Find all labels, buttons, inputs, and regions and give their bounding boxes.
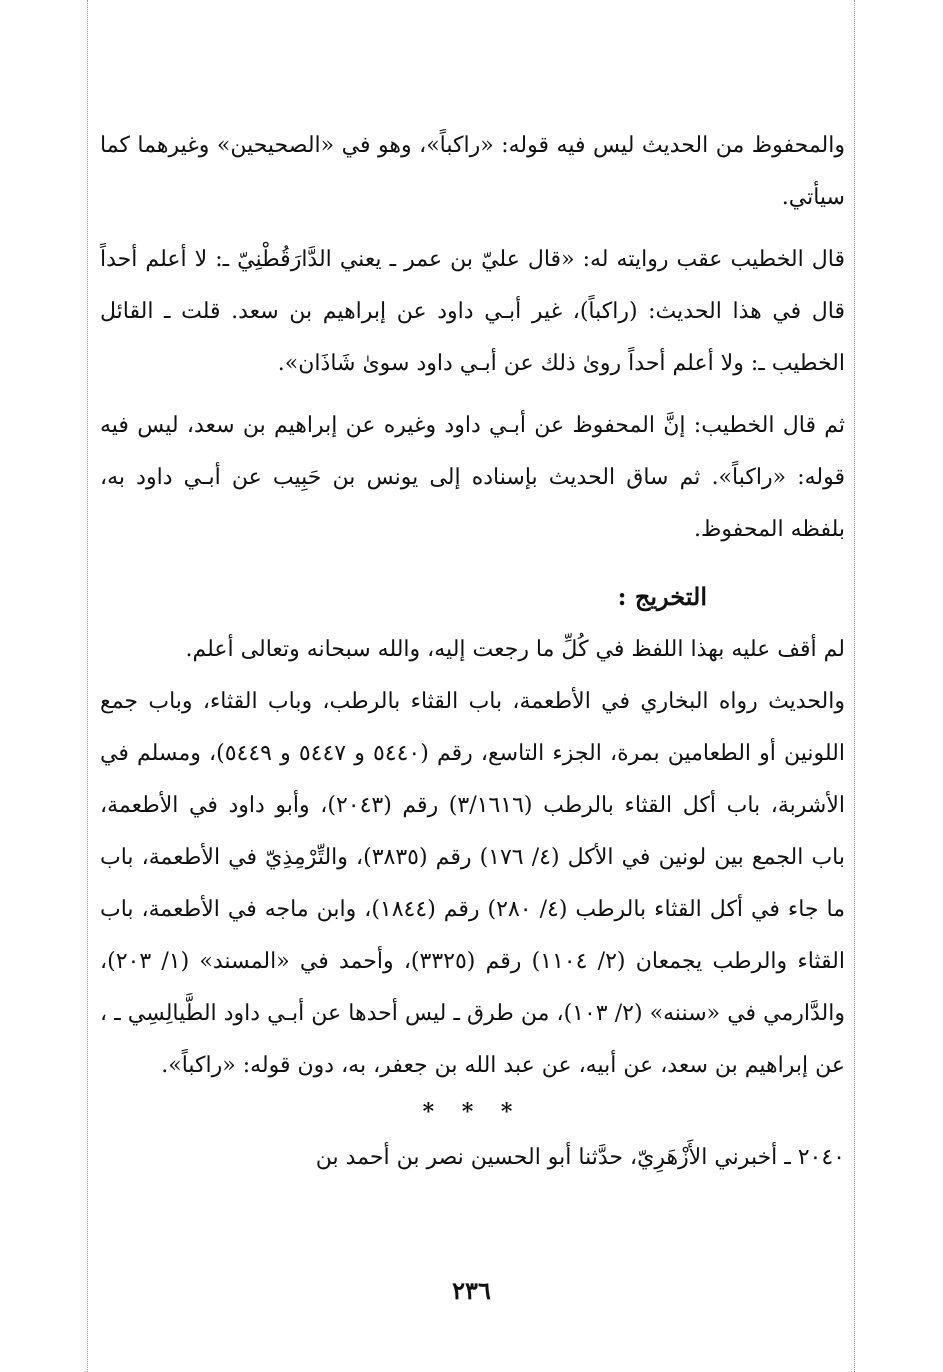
section-heading-takhrij: التخريج : xyxy=(617,582,707,611)
paragraph-hadith-2040: ٢٠٤٠ ـ أخبرني الأَزْهَرِيّ، حدَّثنا أبو الحسين نصر بن أحمد بن xyxy=(315,1145,845,1170)
page-body xyxy=(100,120,845,1184)
section-separator: * * * xyxy=(422,1099,523,1125)
paragraph-not-found: لم أقف عليه بهذا اللفظ في كُلِّ ما رجعت إليه، والله سبحانه وتعالى أعلم. xyxy=(185,637,845,662)
margin-guide-left xyxy=(87,0,88,1372)
paragraph-mahfuz: والمحفوظ من الحديث ليس فيه قوله: «راكباً»، وهو في «الصحيحين» وغيرهما كما سيأتي. xyxy=(100,133,845,210)
paragraph-takhrij-sources: والحديث رواه البخاري في الأطعمة، باب القثاء بالرطب، وباب القثاء، وباب جمع اللونين أو الطعامين بمرة، الجزء التاسع، رقم (٥٤٤٠ و ٥٤٤٧ و ٥٤٤٩)، ومسلم في الأشربة، باب أكل القثاء بالرطب (٣/١٦١٦) رقم (٢٠٤٣)، وأبو داود في الأطعمة، باب الجمع بين لونين في الأكل (٤/ ١٧٦) رقم (٣٨٣٥)، والتِّرْمِذِيّ في الأطعمة، باب ما جاء في أكل القثاء بالرطب (٤/ ٢٨٠) رقم (١٨٤٤)، وابن ماجه في الأطعمة، باب القثاء والرطب يجمعان (٢/ ١١٠٤) رقم (٣٣٢٥)، وأحمد في «المسند» (١/ ٢٠٣)، والدَّارمي في «سننه» (٢/ ١٠٣)، من طرق ـ ليس أحدها عن أبـي داود الطَّيالِسِي ـ ، عن إبراهيم بن سعد، عن أبيه، عن عبد الله بن جعفر، به، دون قوله: «راكباً». xyxy=(100,689,846,1078)
paragraph-khatib-mahfuz: ثم قال الخطيب: إنَّ المحفوظ عن أبـي داود وغيره عن إبراهيم بن سعد، ليس فيه قوله: «راكباً». ثم ساق الحديث بإسناده إلى يونس بن حَبِيب عن أبـي داود به، بلفظه المحفوظ. xyxy=(100,413,845,542)
margin-guide-right xyxy=(854,0,855,1372)
page-number: ٢٣٦ xyxy=(452,1276,491,1305)
paragraph-khatib-quote: قال الخطيب عقب روايته له: «قال عليّ بن عمر ـ يعني الدَّارَقُطْنِيّ ـ: لا أعلم أحداً قال في هذا الحديث: (راكباً)، غير أبـي داود عن إبراهيم بن سعد. قلت ـ القائل الخطيب ـ: ولا أعلم أحداً روىٰ ذلك عن أبـي داود سوىٰ شَاذَان». xyxy=(100,247,846,376)
